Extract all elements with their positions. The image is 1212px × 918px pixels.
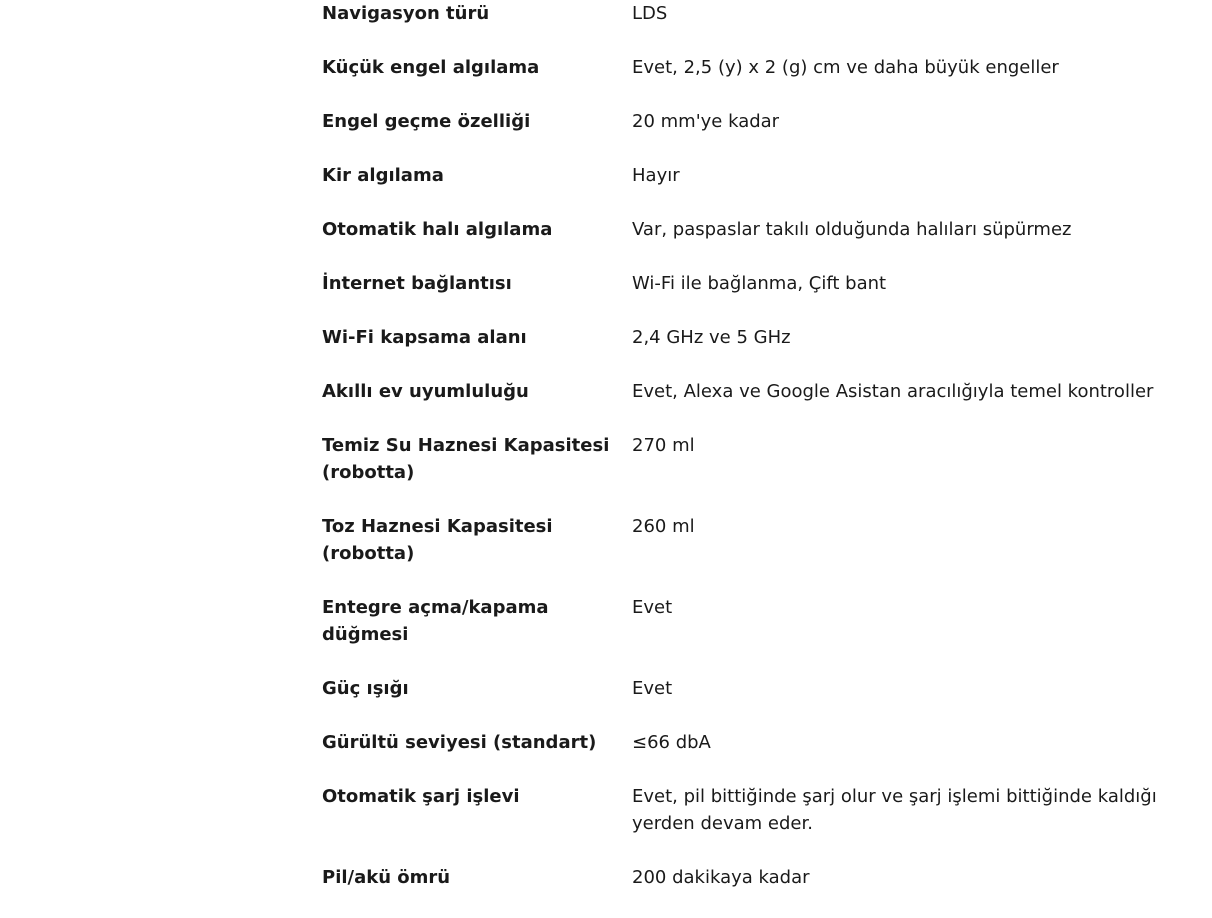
spec-label: Otomatik halı algılama	[322, 219, 553, 240]
spec-value: Evet, 2,5 (y) x 2 (g) cm ve daha büyük engeller	[632, 57, 1059, 78]
spec-value: Evet, pil bittiğinde şarj olur ve şarj işlemi bittiğinde kaldığı yerden devam eder.	[632, 786, 1157, 834]
spec-row-power-button	[322, 594, 1202, 675]
spec-value: Evet, Alexa ve Google Asistan aracılığıyla temel kontroller	[632, 381, 1154, 402]
spec-row-internet-connection	[322, 270, 1202, 324]
spec-label: Temiz Su Haznesi Kapasitesi (robotta)	[322, 435, 610, 483]
spec-value: Wi-Fi ile bağlanma, Çift bant	[632, 273, 887, 294]
spec-row-small-obstacle-detection	[322, 54, 1202, 108]
spec-label: Pil/akü ömrü	[322, 867, 451, 888]
spec-value: Hayır	[632, 165, 680, 186]
spec-label: Entegre açma/kapama düğmesi	[322, 597, 549, 645]
spec-label: Akıllı ev uyumluluğu	[322, 381, 529, 402]
spec-value: 2,4 GHz ve 5 GHz	[632, 327, 791, 348]
spec-value: 20 mm'ye kadar	[632, 111, 780, 132]
spec-value: 200 dakikaya kadar	[632, 867, 810, 888]
spec-label: Küçük engel algılama	[322, 57, 540, 78]
spec-label: Güç ışığı	[322, 678, 409, 699]
spec-value: Var, paspaslar takılı olduğunda halıları süpürmez	[632, 219, 1072, 240]
spec-row-noise-level	[322, 729, 1202, 783]
spec-label: Engel geçme özelliği	[322, 111, 531, 132]
spec-row-wifi-coverage	[322, 324, 1202, 378]
spec-table	[322, 0, 1202, 918]
spec-value: LDS	[632, 3, 668, 24]
spec-row-water-tank	[322, 432, 1202, 513]
spec-row-power-light	[322, 675, 1202, 729]
spec-value: ≤66 dbA	[632, 732, 711, 753]
spec-label: Otomatik şarj işlevi	[322, 786, 520, 807]
spec-label: Toz Haznesi Kapasitesi (robotta)	[322, 516, 553, 564]
spec-row-dust-bin	[322, 513, 1202, 594]
spec-label: İnternet bağlantısı	[322, 273, 512, 294]
spec-row-dirt-detection	[322, 162, 1202, 216]
spec-row-smart-home	[322, 378, 1202, 432]
spec-row-carpet-detection	[322, 216, 1202, 270]
spec-row-obstacle-crossing	[322, 108, 1202, 162]
spec-value: Evet	[632, 678, 673, 699]
spec-row-navigation-type	[322, 0, 1202, 54]
spec-value: 260 ml	[632, 516, 695, 537]
spec-label: Navigasyon türü	[322, 3, 490, 24]
spec-value: Evet	[632, 597, 673, 618]
spec-row-battery-life	[322, 864, 1202, 918]
spec-row-auto-charging	[322, 783, 1202, 864]
spec-label: Kir algılama	[322, 165, 444, 186]
spec-label: Wi-Fi kapsama alanı	[322, 327, 527, 348]
spec-label: Gürültü seviyesi (standart)	[322, 732, 597, 753]
spec-value: 270 ml	[632, 435, 695, 456]
